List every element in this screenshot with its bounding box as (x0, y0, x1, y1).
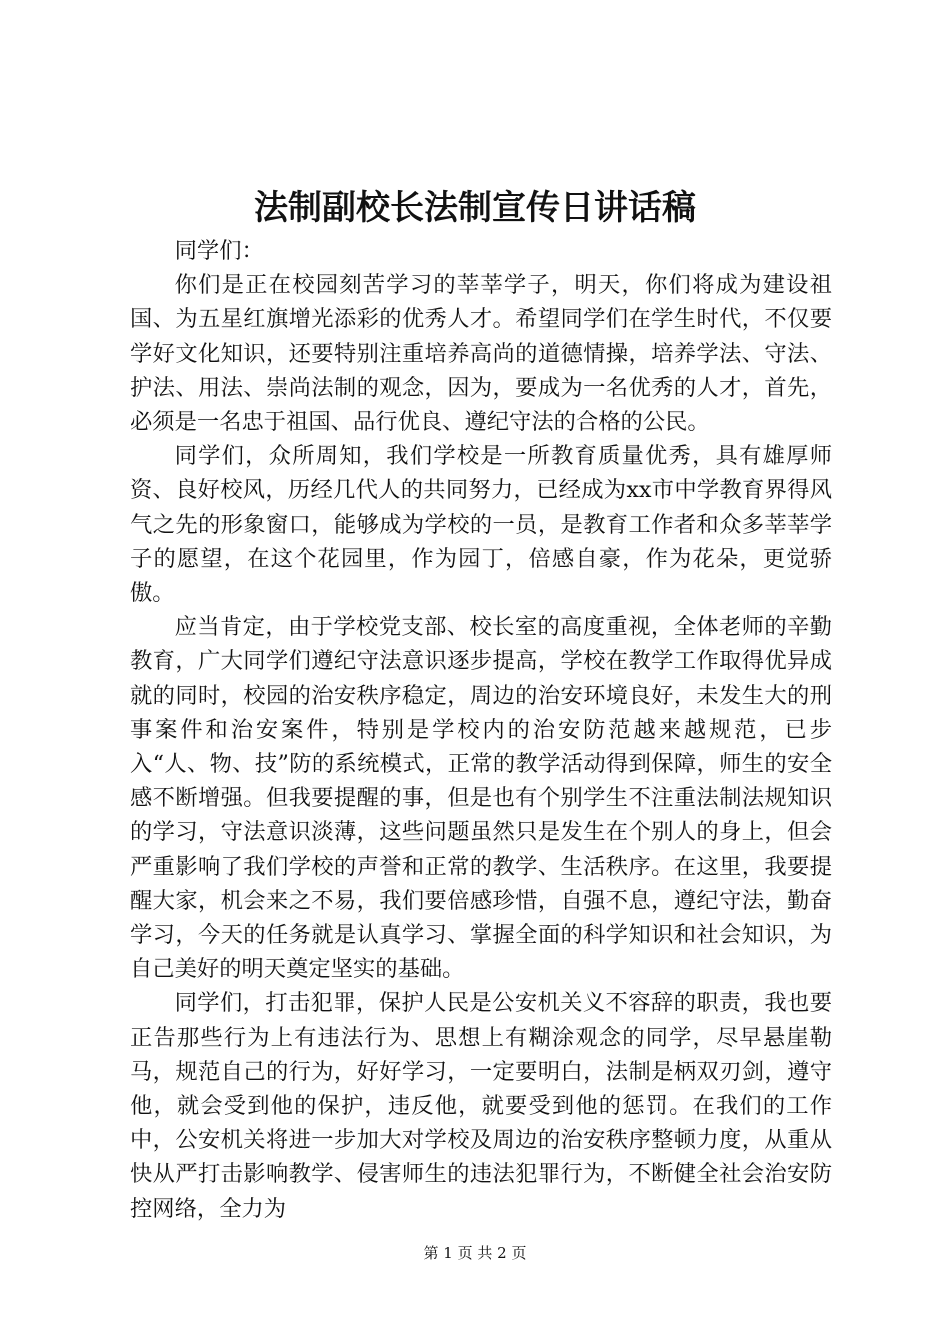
page-number-footer: 第 1 页 共 2 页 (423, 1244, 527, 1262)
document-title: 法制副校长法制宣传日讲话稿 (254, 188, 696, 228)
body-paragraph: 应当肯定，由于学校党支部、校长室的高度重视，全体老师的辛勤教育，广大同学们遵纪守法意识逐步提高，学校在教学工作取得优异成就的同时，校园的治安秩序稳定，周边的治安环境良好，未发生大的刑事案件和治安案件，特别是学校内的治安防范越来越规范，已步入“人、物、技”防的系统模式，正常的教学活动得到保障，师生的安全感不断增强。但我要提醒的事，但是也有个别学生不注重法制法规知识的学习，守法意识淡薄，这些问题虽然只是发生在个别人的身上，但会严重影响了我们学校的声誉和正常的教学、生活秩序。在这里，我要提醒大家，机会来之不易，我们要倍感珍惜，自强不息，遵纪守法，勤奋学习，今天的任务就是认真学习、掌握全面的科学知识和社会知识，为自己美好的明天奠定坚实的基础。 (130, 614, 832, 983)
salutation-paragraph: 同学们： (174, 238, 264, 264)
body-paragraph: 同学们，众所周知，我们学校是一所教育质量优秀，具有雄厚师资、良好校风，历经几代人的共同努力，已经成为xx市中学教育界得风气之先的形象窗口，能够成为学校的一员，是教育工作者和众多莘莘学子的愿望，在这个花园里，作为园丁，倍感自豪，作为花朵，更觉骄傲。 (130, 443, 832, 607)
body-paragraph: 同学们，打击犯罪，保护人民是公安机关义不容辞的职责，我也要正告那些行为上有违法行为、思想上有糊涂观念的同学，尽早悬崖勒马，规范自己的行为，好好学习，一定要明白，法制是柄双刃剑，遵守他，就会受到他的保护，违反他，就要受到他的惩罚。在我们的工作中，公安机关将进一步加大对学校及周边的治安秩序整顿力度，从重从快从严打击影响教学、侵害师生的违法犯罪行为，不断健全社会治安防控网络，全力为 (130, 990, 832, 1222)
document-body (130, 234, 832, 1226)
body-paragraph: 你们是正在校园刻苦学习的莘莘学子，明天，你们将成为建设祖国、为五星红旗增光添彩的优秀人才。希望同学们在学生时代，不仅要学好文化知识，还要特别注重培养高尚的道德情操，培养学法、守法、护法、用法、崇尚法制的观念，因为，要成为一名优秀的人才，首先，必须是一名忠于祖国、品行优良、遵纪守法的合格的公民。 (130, 272, 832, 436)
